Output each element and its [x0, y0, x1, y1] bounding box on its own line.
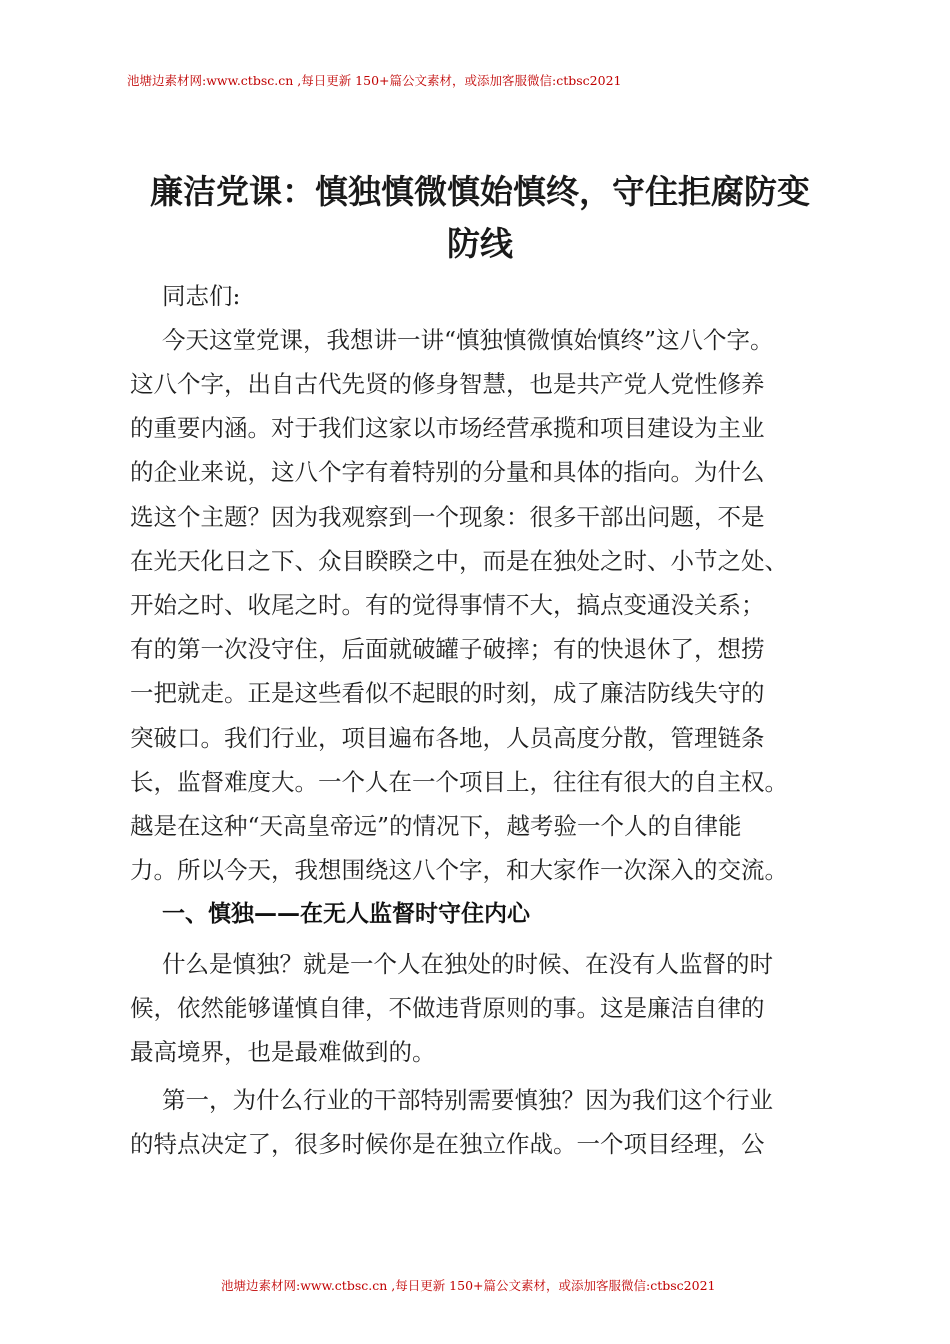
paragraph-line: 突破口。我们行业，项目遍布各地，人员高度分散，管理链条: [130, 724, 765, 752]
title-line-2: 防线: [447, 224, 513, 263]
paragraph-line: 长，监督难度大。一个人在一个项目上，往往有很大的自主权。: [130, 768, 788, 796]
paragraph-line: 什么是慎独？就是一个人在独处的时候、在没有人监督的时: [162, 950, 773, 978]
paragraph-line: 的重要内涵。对于我们这家以市场经营承揽和项目建设为主业: [130, 414, 765, 442]
paragraph-line: 开始之时、收尾之时。有的觉得事情不大，搞点变通没关系；: [130, 591, 765, 619]
footer-watermark-note: 池塘边素材网:www.ctbsc.cn ,每日更新 150+篇公文素材，或添加客服微信:ctbsc2021: [221, 1278, 716, 1293]
title-line-1: 廉洁党课：慎独慎微慎始慎终，守住拒腐防变: [150, 172, 810, 211]
paragraph-line: 在光天化日之下、众目睽睽之中，而是在独处之时、小节之处、: [130, 547, 788, 575]
paragraph-line: 最高境界，也是最难做到的。: [130, 1038, 436, 1066]
salutation: 同志们:: [162, 282, 241, 310]
paragraph-line: 候，依然能够谨慎自律，不做违背原则的事。这是廉洁自律的: [130, 994, 765, 1022]
paragraph-line: 今天这堂党课，我想讲一讲“慎独慎微慎始慎终”这八个字。: [162, 326, 774, 354]
paragraph-line: 第一，为什么行业的干部特别需要慎独？因为我们这个行业: [162, 1086, 773, 1114]
paragraph-line: 选这个主题？因为我观察到一个现象：很多干部出问题，不是: [130, 503, 765, 531]
paragraph-line: 这八个字，出自古代先贤的修身智慧，也是共产党人党性修养: [130, 370, 765, 398]
header-watermark-note: 池塘边素材网:www.ctbsc.cn ,每日更新 150+篇公文素材，或添加客服微信:ctbsc2021: [127, 73, 622, 88]
paragraph-line: 一把就走。正是这些看似不起眼的时刻，成了廉洁防线失守的: [130, 679, 765, 707]
paragraph-line: 越是在这种“天高皇帝远”的情况下，越考验一个人的自律能: [130, 812, 742, 840]
paragraph-line: 力。所以今天，我想围绕这八个字，和大家作一次深入的交流。: [130, 856, 788, 884]
section-heading: 一、慎独——在无人监督时守住内心: [162, 901, 530, 927]
paragraph-line: 的特点决定了，很多时候你是在独立作战。一个项目经理，公: [130, 1130, 765, 1158]
document-title: [110, 166, 850, 270]
paragraph-line: 有的第一次没守住，后面就破罐子破摔；有的快退休了，想捞: [130, 635, 765, 663]
paragraph-line: 的企业来说，这八个字有着特别的分量和具体的指向。为什么: [130, 458, 765, 486]
